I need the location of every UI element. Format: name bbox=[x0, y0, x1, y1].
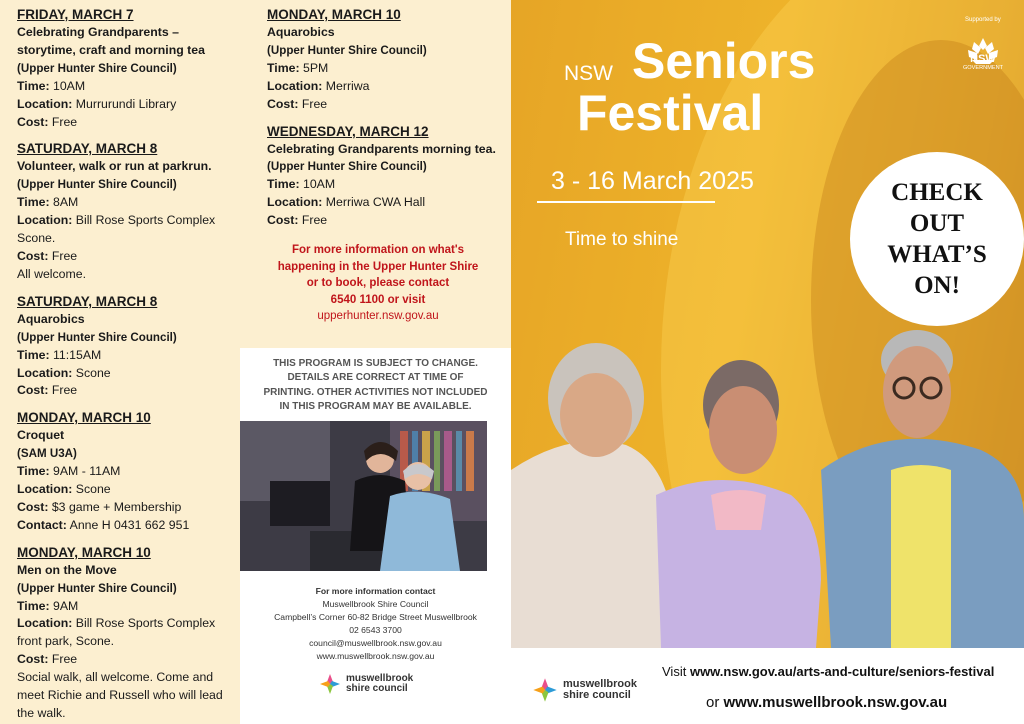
event-location-value: Murrurundi Library bbox=[75, 96, 177, 111]
event-time-label: Time: bbox=[17, 347, 50, 362]
event-time bbox=[17, 194, 230, 212]
event-organiser: (Upper Hunter Shire Council) bbox=[267, 43, 427, 57]
event-cost-label: Cost: bbox=[267, 213, 299, 228]
event-location-label: Location: bbox=[267, 195, 323, 210]
event-cost-label: Cost: bbox=[17, 248, 49, 263]
event-location-label: Location: bbox=[267, 78, 323, 93]
event-organiser: (Upper Hunter Shire Council) bbox=[267, 160, 427, 174]
event-time-value: 10AM bbox=[303, 177, 336, 192]
muswellbrook-logo-icon bbox=[318, 672, 342, 696]
badge-line: WHAT’S bbox=[887, 241, 987, 268]
event-title: Celebrating Grandparents – storytime, craft and morning tea bbox=[17, 25, 205, 57]
event-entry bbox=[267, 6, 501, 114]
person-left-face bbox=[560, 373, 632, 457]
program-change-notice bbox=[240, 348, 511, 420]
event-organiser: (Upper Hunter Shire Council) bbox=[17, 581, 177, 595]
nsw-government-logo bbox=[960, 54, 1006, 72]
more-info-line: happening in the Upper Hunter Shire bbox=[277, 260, 479, 273]
more-info-block bbox=[267, 242, 501, 325]
event-location-label: Location: bbox=[17, 213, 73, 228]
event-title: Aquarobics bbox=[17, 311, 85, 326]
logo-line: muswellbrook bbox=[346, 672, 414, 684]
seniors-title: Seniors bbox=[632, 33, 816, 89]
event-organiser: (SAM U3A) bbox=[17, 447, 77, 461]
event-cost-label: Cost: bbox=[17, 383, 49, 398]
event-location bbox=[17, 212, 230, 248]
event-location-label: Location: bbox=[17, 616, 73, 631]
event-title: Croquet bbox=[17, 428, 65, 443]
event-date: MONDAY, MARCH 10 bbox=[17, 410, 151, 426]
nsw-festival-link[interactable]: www.nsw.gov.au/arts-and-culture/seniors-festival bbox=[689, 664, 995, 679]
event-cost bbox=[17, 114, 230, 132]
event-time bbox=[17, 598, 230, 616]
event-cost-value: Free bbox=[51, 114, 78, 129]
event-cost bbox=[17, 499, 230, 517]
library-photo-illustration bbox=[240, 421, 487, 571]
event-location-value: Bill Rose Sports Complex front park, Scone. bbox=[17, 616, 216, 649]
event-title: Men on the Move bbox=[17, 562, 117, 577]
cover-panel bbox=[511, 0, 1024, 724]
event-time-label: Time: bbox=[267, 60, 300, 75]
dates-underline bbox=[537, 201, 715, 203]
event-cost-value: Free bbox=[301, 213, 328, 228]
council-contact-block bbox=[240, 585, 511, 663]
event-date: WEDNESDAY, MARCH 12 bbox=[267, 123, 429, 139]
festival-dates: 3 - 16 March 2025 bbox=[551, 167, 754, 195]
contact-address: Campbell’s Corner 60-82 Bridge Street Muswellbrook bbox=[274, 612, 477, 622]
contact-title: For more information contact bbox=[315, 586, 436, 596]
or-prefix: or bbox=[706, 694, 720, 711]
notice-line: DETAILS ARE CORRECT AT TIME OF bbox=[287, 372, 464, 384]
event-time bbox=[17, 347, 230, 365]
event-cost-label: Cost: bbox=[267, 96, 299, 111]
event-location-value: Merriwa bbox=[325, 78, 370, 93]
event-location bbox=[17, 615, 230, 651]
logo-line: muswellbrook bbox=[563, 677, 637, 690]
notice-line: IN THIS PROGRAM MAY BE AVAILABLE. bbox=[279, 400, 472, 412]
contact-web[interactable]: www.muswellbrook.nsw.gov.au bbox=[316, 651, 435, 661]
event-location bbox=[267, 78, 501, 96]
event-time bbox=[17, 463, 230, 481]
event-entry bbox=[17, 544, 230, 723]
visit-prefix: Visit bbox=[662, 664, 687, 679]
event-contact bbox=[17, 517, 230, 535]
event-time-value: 9AM bbox=[53, 598, 79, 613]
event-location bbox=[17, 481, 230, 499]
event-time-label: Time: bbox=[17, 464, 50, 479]
events-column-1 bbox=[0, 0, 240, 724]
festival-tagline: Time to shine bbox=[565, 229, 679, 250]
event-cost-value: Free bbox=[51, 652, 78, 667]
muswellbrook-logo bbox=[318, 672, 413, 696]
check-out-badge bbox=[850, 152, 1024, 326]
event-cost-value: Free bbox=[51, 383, 78, 398]
badge-line: ON! bbox=[914, 272, 960, 299]
event-time-value: 10AM bbox=[53, 78, 86, 93]
contact-org: Muswellbrook Shire Council bbox=[322, 599, 429, 609]
event-time-label: Time: bbox=[17, 78, 50, 93]
muswellbrook-cover-logo bbox=[531, 676, 637, 704]
event-cost bbox=[17, 382, 230, 400]
visit-line-2 bbox=[706, 694, 947, 711]
event-time bbox=[267, 176, 501, 194]
event-time-value: 9AM - 11AM bbox=[53, 464, 121, 479]
event-organiser: (Upper Hunter Shire Council) bbox=[17, 178, 177, 192]
event-entry bbox=[17, 140, 230, 283]
event-time bbox=[17, 78, 230, 96]
event-location-value: Scone bbox=[75, 365, 111, 380]
event-time-value: 5PM bbox=[303, 60, 329, 75]
muswellbrook-link[interactable]: www.muswellbrook.nsw.gov.au bbox=[723, 694, 948, 711]
nsw-logo-sub: GOVERNMENT bbox=[962, 65, 1004, 71]
event-entry bbox=[17, 6, 230, 131]
logo-line: shire council bbox=[346, 683, 408, 694]
event-time bbox=[267, 60, 501, 78]
person-middle-face bbox=[709, 386, 777, 474]
event-time-label: Time: bbox=[17, 195, 50, 210]
event-location bbox=[267, 194, 501, 212]
event-date: FRIDAY, MARCH 7 bbox=[17, 7, 134, 22]
event-contact-value: Anne H 0431 662 951 bbox=[69, 517, 190, 532]
event-cost bbox=[267, 212, 501, 230]
visit-line-1 bbox=[662, 664, 994, 679]
event-location bbox=[17, 96, 230, 114]
muswellbrook-logo-icon bbox=[531, 676, 559, 704]
event-location-value: Merriwa CWA Hall bbox=[325, 195, 426, 210]
event-date: MONDAY, MARCH 10 bbox=[17, 544, 151, 560]
event-note: All welcome. bbox=[17, 266, 87, 281]
event-cost bbox=[267, 96, 501, 114]
event-cost-label: Cost: bbox=[17, 114, 49, 129]
person-right-shirt bbox=[891, 465, 951, 648]
upperhunter-link[interactable]: upperhunter.nsw.gov.au bbox=[317, 310, 439, 323]
notice-line: THIS PROGRAM IS SUBJECT TO CHANGE. bbox=[273, 358, 478, 369]
event-cost-value: Free bbox=[51, 248, 78, 263]
seniors-photo bbox=[511, 320, 1024, 648]
more-info-phone: 6540 1100 or visit bbox=[330, 293, 426, 306]
events-column-2 bbox=[240, 0, 511, 724]
event-title: Aquarobics bbox=[267, 25, 335, 39]
badge-line: CHECK bbox=[891, 179, 983, 206]
logo-line: shire council bbox=[563, 689, 631, 701]
event-cost-value: Free bbox=[301, 96, 328, 111]
person-left-cardigan bbox=[511, 441, 676, 648]
supported-by-label: Supported by bbox=[965, 17, 1001, 23]
badge-line: OUT bbox=[909, 210, 965, 237]
more-info-line: or to book, please contact bbox=[306, 277, 450, 290]
notice-line: PRINTING. OTHER ACTIVITIES NOT INCLUDED bbox=[263, 386, 488, 398]
events-column-2-list bbox=[240, 0, 511, 348]
event-entry bbox=[17, 409, 230, 534]
contact-email[interactable]: council@muswellbrook.nsw.gov.au bbox=[309, 638, 442, 648]
library-photo bbox=[240, 421, 487, 571]
event-date: SATURDAY, MARCH 8 bbox=[17, 293, 158, 309]
event-time-label: Time: bbox=[267, 177, 300, 192]
event-cost-value: $3 game + Membership bbox=[51, 499, 182, 514]
event-note: Social walk, all welcome. Come and meet Richie and Russell who will lead the walk. bbox=[17, 670, 223, 720]
festival-title: Festival bbox=[577, 85, 764, 141]
contact-phone: 02 6543 3700 bbox=[349, 625, 402, 635]
event-organiser: (Upper Hunter Shire Council) bbox=[17, 330, 177, 344]
event-entry bbox=[17, 293, 230, 401]
event-cost bbox=[17, 651, 230, 669]
event-location-value: Scone bbox=[75, 482, 111, 497]
nsw-logo-text: NSW bbox=[970, 53, 996, 65]
festival-hero bbox=[511, 0, 1024, 648]
event-title: Celebrating Grandparents morning tea. bbox=[267, 141, 496, 156]
event-location-label: Location: bbox=[17, 482, 73, 497]
event-time-value: 11:15AM bbox=[53, 347, 102, 362]
event-location bbox=[17, 365, 230, 383]
event-cost-label: Cost: bbox=[17, 652, 49, 667]
event-cost-label: Cost: bbox=[17, 499, 49, 514]
event-title: Volunteer, walk or run at parkrun. bbox=[17, 159, 212, 174]
event-time-label: Time: bbox=[17, 598, 50, 613]
event-time-value: 8AM bbox=[53, 195, 79, 210]
person-middle-top bbox=[711, 490, 766, 530]
nsw-label: NSW bbox=[564, 62, 613, 85]
event-cost bbox=[17, 248, 230, 266]
event-organiser: (Upper Hunter Shire Council) bbox=[17, 61, 177, 75]
event-date: SATURDAY, MARCH 8 bbox=[17, 141, 158, 157]
event-location-label: Location: bbox=[17, 365, 73, 380]
event-date: MONDAY, MARCH 10 bbox=[267, 7, 401, 22]
event-location-label: Location: bbox=[17, 96, 73, 111]
more-info-line: For more information on what's bbox=[291, 244, 465, 257]
event-location-value: Bill Rose Sports Complex Scone. bbox=[17, 213, 216, 246]
event-entry bbox=[267, 123, 501, 231]
event-contact-label: Contact: bbox=[17, 517, 67, 532]
